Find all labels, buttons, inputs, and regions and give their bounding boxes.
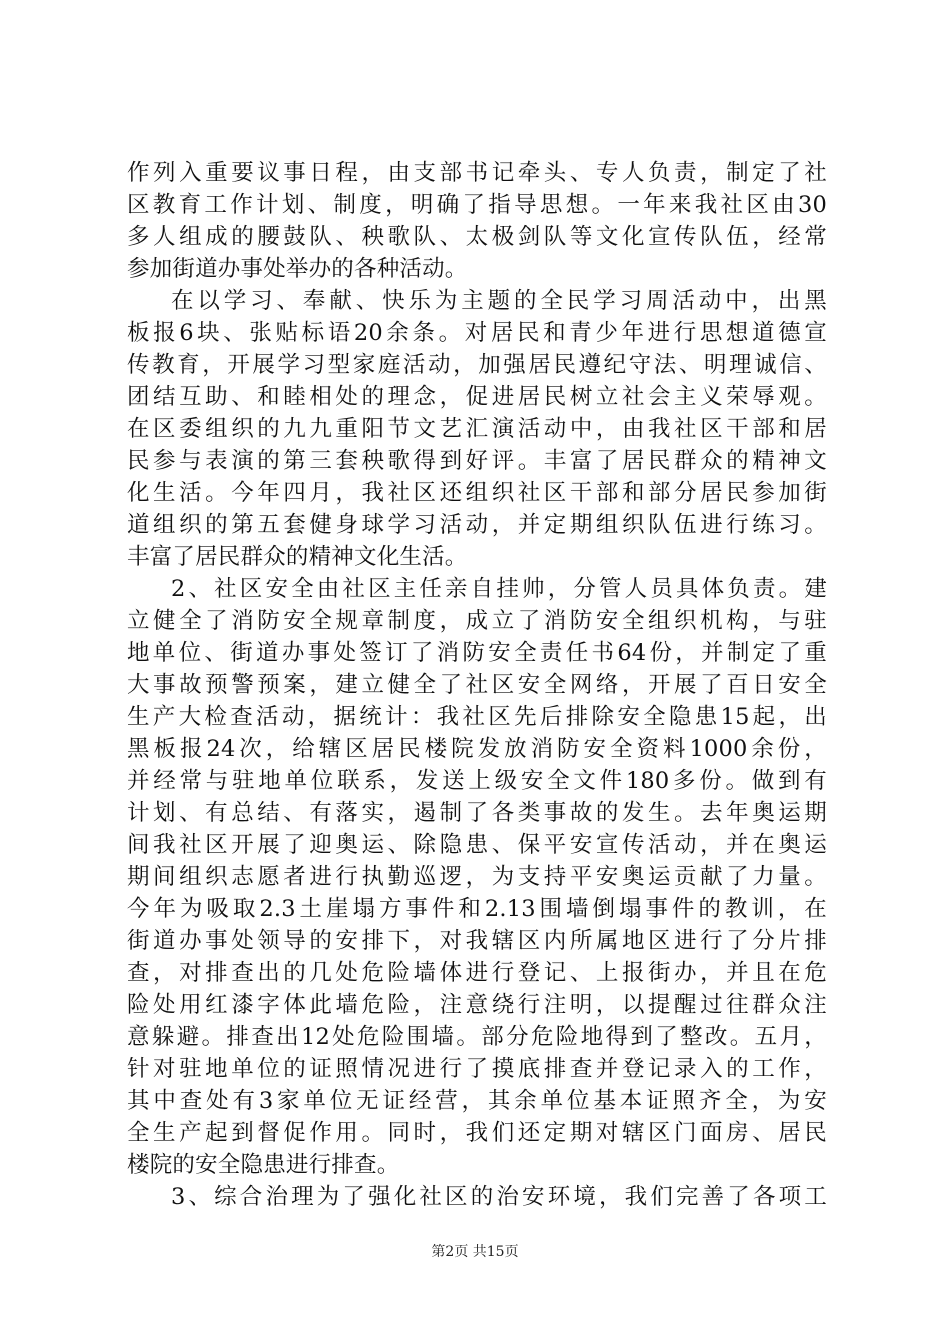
text-line: 其中查处有3家单位无证经营，其余单位基本证照齐全，为安 bbox=[127, 1088, 827, 1114]
text-line: 期间组织志愿者进行执勤巡逻，为支持平安奥运贡献了力量。 bbox=[127, 864, 827, 890]
text-line: 全生产起到督促作用。同时，我们还定期对辖区门面房、居民 bbox=[127, 1120, 827, 1146]
text-line: 并经常与驻地单位联系，发送上级安全文件180多份。做到有 bbox=[127, 768, 827, 794]
text-line: 黑板报24次，给辖区居民楼院发放消防安全资料1000余份， bbox=[127, 736, 827, 762]
text-line: 团结互助、和睦相处的理念，促进居民树立社会主义荣辱观。 bbox=[127, 384, 827, 410]
text-line: 道组织的第五套健身球学习活动，并定期组织队伍进行练习。 bbox=[127, 512, 827, 538]
text-line: 间我社区开展了迎奥运、除隐患、保平安宣传活动，并在奥运 bbox=[127, 832, 827, 858]
text-line: 在以学习、奉献、快乐为主题的全民学习周活动中，出黑 bbox=[171, 288, 827, 314]
text-line: 街道办事处领导的安排下，对我辖区内所属地区进行了分片排 bbox=[127, 928, 827, 954]
text-line: 传教育，开展学习型家庭活动，加强居民遵纪守法、明理诚信、 bbox=[127, 352, 827, 378]
text-line: 查，对排查出的几处危险墙体进行登记、上报街办，并且在危 bbox=[127, 960, 827, 986]
text-line: 大事故预警预案，建立健全了社区安全网络，开展了百日安全 bbox=[127, 672, 827, 698]
text-line: 丰富了居民群众的精神文化生活。 bbox=[127, 544, 468, 570]
text-line: 在区委组织的九九重阳节文艺汇演活动中，由我社区干部和居 bbox=[127, 416, 827, 442]
text-line: 生产大检查活动，据统计：我社区先后排除安全隐患15起，出 bbox=[127, 704, 827, 730]
text-line: 针对驻地单位的证照情况进行了摸底排查并登记录入的工作， bbox=[127, 1056, 827, 1082]
text-line: 区教育工作计划、制度，明确了指导思想。一年来我社区由30 bbox=[127, 192, 827, 218]
text-line: 立健全了消防安全规章制度，成立了消防安全组织机构，与驻 bbox=[127, 608, 827, 634]
text-line: 险处用红漆字体此墙危险，注意绕行注明，以提醒过往群众注 bbox=[127, 992, 827, 1018]
text-line: 民参与表演的第三套秧歌得到好评。丰富了居民群众的精神文 bbox=[127, 448, 827, 474]
page-footer: 第2页 共15页 bbox=[431, 1244, 519, 1260]
text-line: 化生活。今年四月，我社区还组织社区干部和部分居民参加街 bbox=[127, 480, 827, 506]
text-line: 2、社区安全由社区主任亲自挂帅，分管人员具体负责。建 bbox=[171, 576, 827, 602]
text-line: 楼院的安全隐患进行排查。 bbox=[127, 1152, 400, 1178]
text-line: 3、综合治理为了强化社区的治安环境，我们完善了各项工 bbox=[171, 1184, 827, 1210]
text-line: 计划、有总结、有落实，遏制了各类事故的发生。去年奥运期 bbox=[127, 800, 827, 826]
text-line: 板报6块、张贴标语20余条。对居民和青少年进行思想道德宣 bbox=[127, 320, 827, 346]
text-line: 参加街道办事处举办的各种活动。 bbox=[127, 256, 468, 282]
text-line: 多人组成的腰鼓队、秧歌队、太极剑队等文化宣传队伍，经常 bbox=[127, 224, 827, 250]
text-line: 今年为吸取2.3土崖塌方事件和2.13围墙倒塌事件的教训，在 bbox=[127, 896, 827, 922]
document-body bbox=[127, 157, 827, 1213]
text-line: 意躲避。排查出12处危险围墙。部分危险地得到了整改。五月， bbox=[127, 1024, 827, 1050]
text-line: 地单位、街道办事处签订了消防安全责任书64份，并制定了重 bbox=[127, 640, 827, 666]
text-line: 作列入重要议事日程，由支部书记牵头、专人负责，制定了社 bbox=[127, 160, 827, 186]
